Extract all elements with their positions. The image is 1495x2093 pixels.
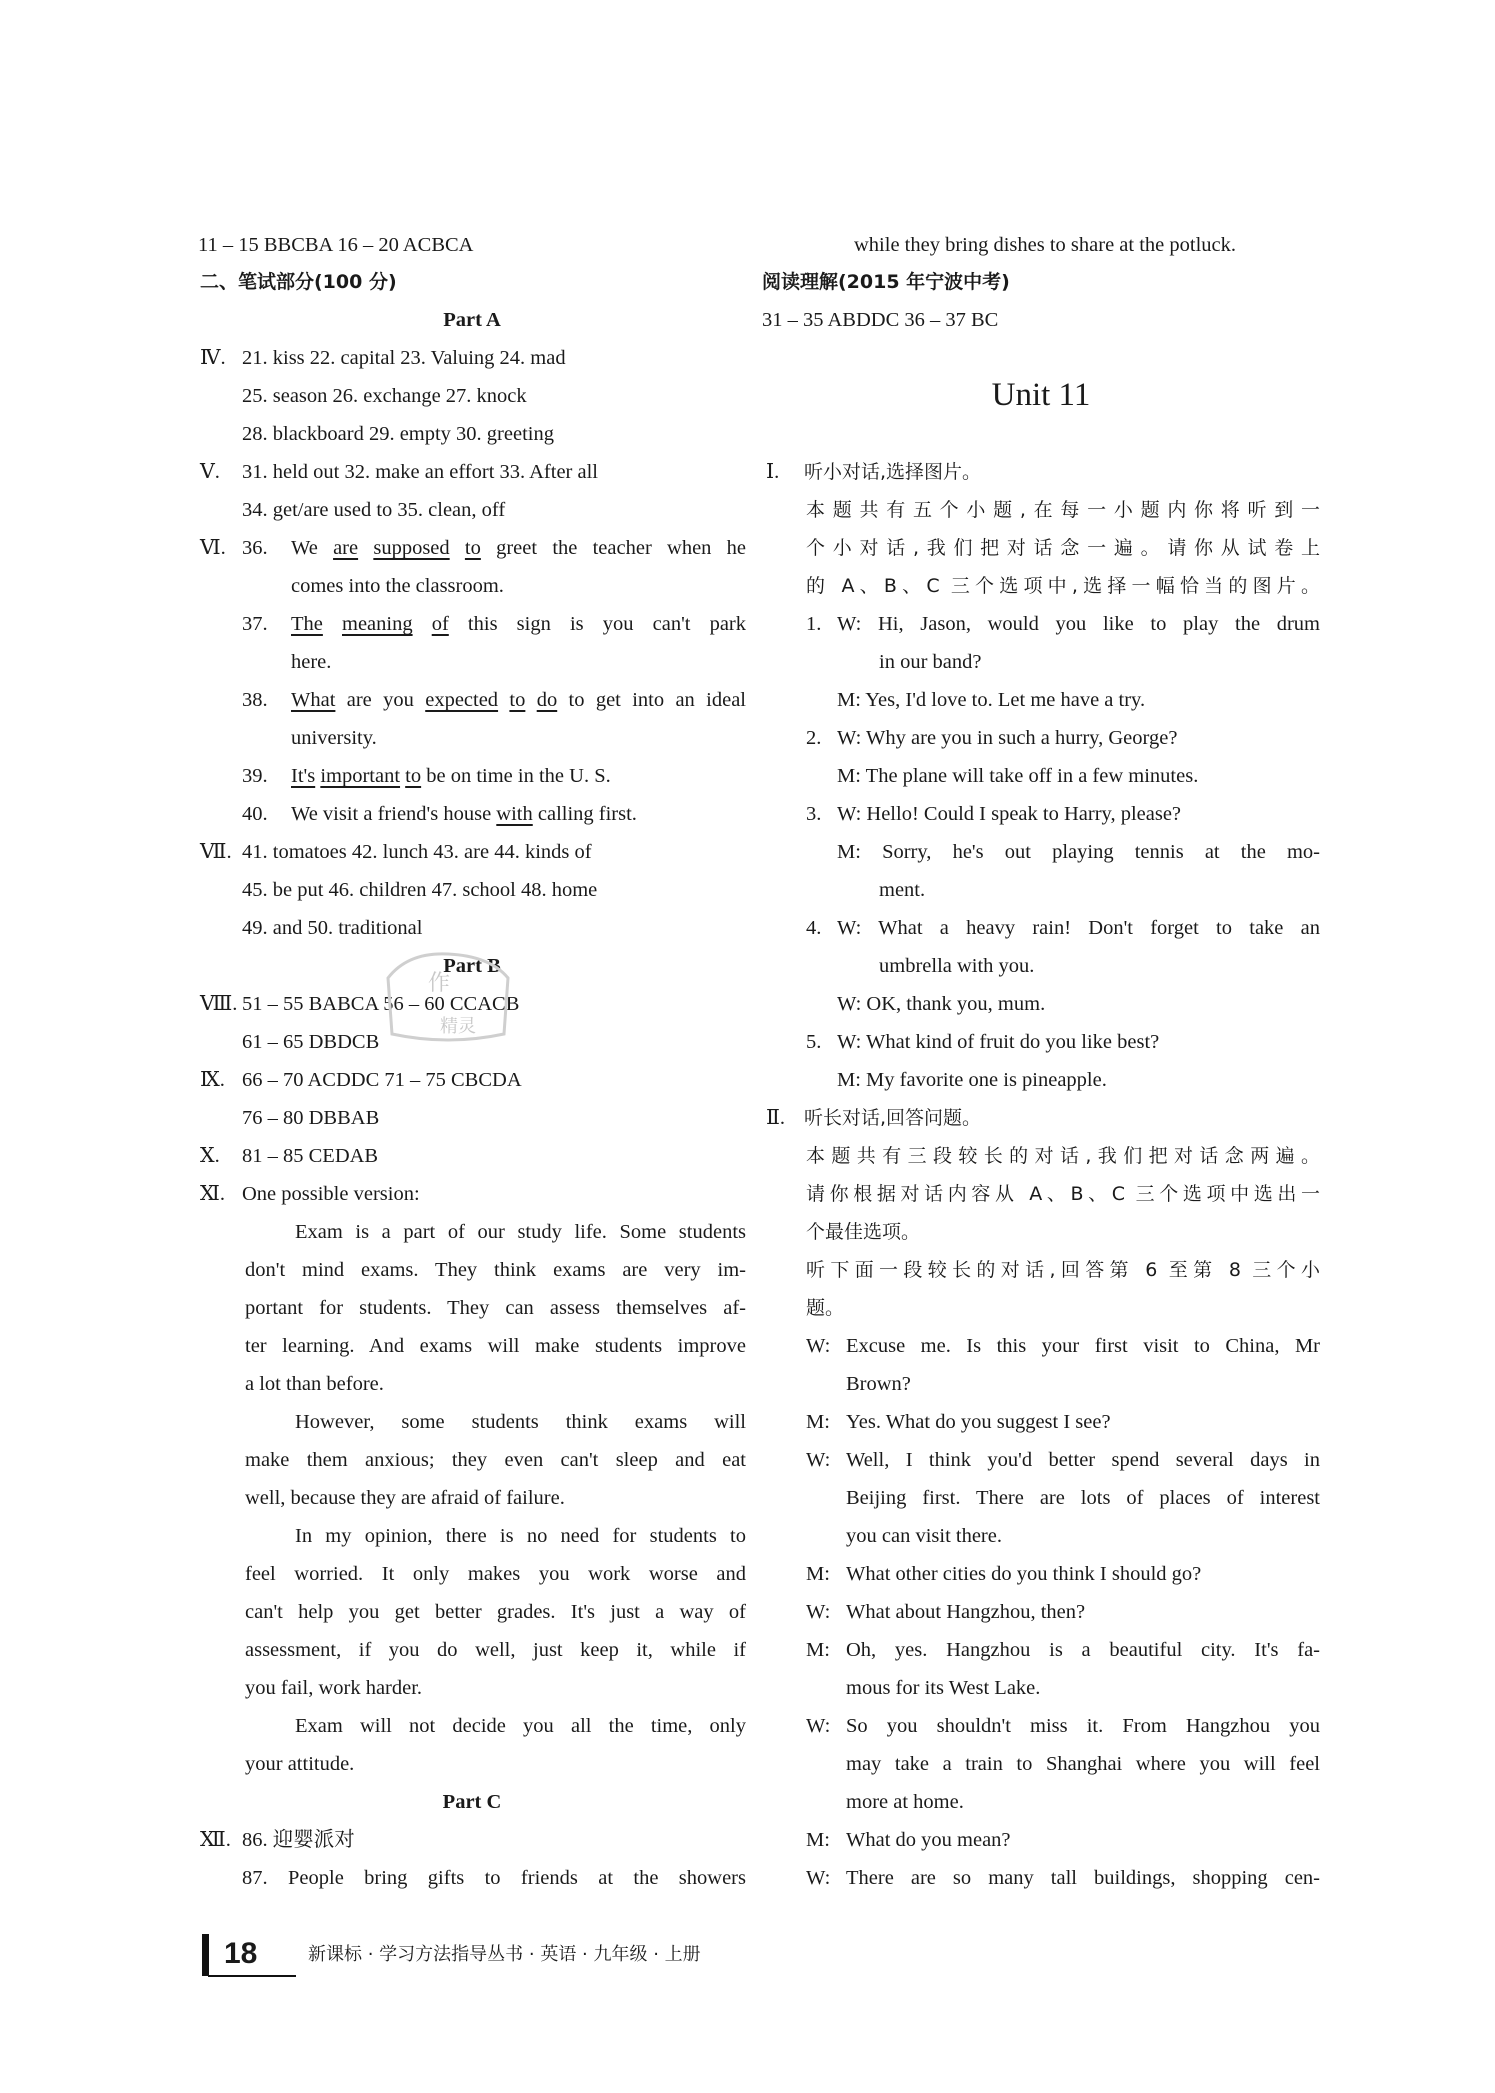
speaker: W: [806, 1601, 831, 1623]
dialog-line: ment. [879, 879, 926, 901]
dialog-line: So you shouldn't miss it. From Hangzhou you [846, 1715, 1320, 1737]
dialog-line: There are so many tall buildings, shopping cen- [846, 1867, 1320, 1889]
dialog-line: may take a train to Shanghai where you will feel [846, 1753, 1320, 1775]
sentence-39-num: 39. [242, 765, 268, 787]
speaker: M: [806, 1563, 830, 1585]
sentence-38-num: 38. [242, 689, 268, 711]
dialog-line: M: My favorite one is pineapple. [837, 1069, 1107, 1091]
section-num-vii: Ⅶ. [200, 841, 232, 863]
dialog-line: in our band? [879, 651, 982, 673]
dialog-num: 5. [806, 1031, 822, 1053]
sentence-37-cont: here. [291, 651, 332, 673]
essay-line: you fail, work harder. [245, 1677, 423, 1699]
answers-25-27: 25. season 26. exchange 27. knock [242, 385, 527, 407]
answers-28-30: 28. blackboard 29. empty 30. greeting [242, 423, 554, 445]
answer-86: 86. 迎婴派对 [242, 1829, 355, 1851]
answers-61-65: 61 – 65 DBDCB [242, 1031, 380, 1053]
dialog-line: M: Sorry, he's out playing tennis at the mo- [837, 841, 1320, 863]
part-b-heading: Part B [443, 955, 501, 977]
section-num-i: Ⅰ. [766, 461, 780, 483]
essay-line: make them anxious; they even can't sleep and eat [245, 1449, 746, 1471]
essay-line: well, because they are afraid of failure. [245, 1487, 565, 1509]
section-ii-instr: 个最佳选项。 [806, 1221, 921, 1243]
footer-rule [208, 1975, 296, 1977]
answers-34-35: 34. get/are used to 35. clean, off [242, 499, 506, 521]
dialog-line: Oh, yes. Hangzhou is a beautiful city. It's fa- [846, 1639, 1320, 1661]
sentence-36-cont: comes into the classroom. [291, 575, 504, 597]
answers-51-60: 51 – 55 BABCA 56 – 60 CCACB [242, 993, 520, 1015]
answers-49-50: 49. and 50. traditional [242, 917, 423, 939]
speaker: W: [806, 1335, 831, 1357]
section-num-ii: Ⅱ. [766, 1107, 786, 1129]
speaker: W: [806, 1715, 831, 1737]
speaker: M: [806, 1829, 830, 1851]
sentence-37: The meaning of this sign is you can't park [291, 613, 747, 635]
page-footer [198, 1930, 798, 1980]
section-num-ix: Ⅸ. [200, 1069, 225, 1091]
dialog-num: 2. [806, 727, 822, 749]
speaker: M: [806, 1639, 830, 1661]
dialog-line: What other cities do you think I should go? [846, 1563, 1202, 1585]
dialog-num: 4. [806, 917, 822, 939]
dialog-line: mous for its West Lake. [846, 1677, 1041, 1699]
sentence-40: We visit a friend's house with calling first. [291, 803, 637, 825]
section-num-viii: Ⅷ. [200, 993, 238, 1015]
watermark-bottom-text: 精灵 [440, 1016, 476, 1037]
section-num-x: Ⅹ. [200, 1145, 220, 1167]
dialog-line: W: What kind of fruit do you like best? [837, 1031, 1160, 1053]
essay-line: portant for students. They can assess themselves af- [245, 1297, 746, 1319]
unit-heading: Unit 11 [991, 377, 1091, 413]
dialog-line: W: Why are you in such a hurry, George? [837, 727, 1178, 749]
section-num-xi: Ⅺ. [200, 1183, 225, 1205]
answers-21-24: 21. kiss 22. capital 23. Valuing 24. mad [242, 347, 566, 369]
section-ii-title: 听长对话,回答问题。 [804, 1107, 982, 1129]
dialog-line: What about Hangzhou, then? [846, 1601, 1086, 1623]
section-num-v: Ⅴ. [200, 461, 220, 483]
dialog-line: W: Hello! Could I speak to Harry, please? [837, 803, 1182, 825]
section-i-instr: 的 A、B、C 三个选项中,选择一幅恰当的图片。 [806, 575, 1320, 597]
sentence-36: We are supposed to greet the teacher when he [291, 537, 747, 559]
dialog-line: Well, I think you'd better spend several days in [846, 1449, 1320, 1471]
essay-line: your attitude. [245, 1753, 355, 1775]
essay-line: can't help you get better grades. It's just a way of [245, 1601, 746, 1623]
answers-31-33: 31. held out 32. make an effort 33. After all [242, 461, 598, 483]
listening-answers-11-20: 11 – 15 BBCBA 16 – 20 ACBCA [198, 234, 474, 256]
essay-line: a lot than before. [245, 1373, 384, 1395]
essay-line: assessment, if you do well, just keep it, while if [245, 1639, 746, 1661]
dialog-line: umbrella with you. [879, 955, 1035, 977]
answers-41-44: 41. tomatoes 42. lunch 43. are 44. kinds of [242, 841, 592, 863]
section-i-instr: 本题共有五个小题,在每一小题内你将听到一 [806, 499, 1320, 521]
section-num-xii: Ⅻ. [200, 1829, 231, 1851]
section-i-title: 听小对话,选择图片。 [804, 461, 982, 483]
section-ii-instr: 请你根据对话内容从 A、B、C 三个选项中选出一 [806, 1183, 1320, 1205]
dialog-line: you can visit there. [846, 1525, 1002, 1547]
essay-line: ter learning. And exams will make students improve [245, 1335, 746, 1357]
dialog-line: M: The plane will take off in a few minutes. [837, 765, 1199, 787]
dialog-line: W: OK, thank you, mum. [837, 993, 1046, 1015]
footer-book-title: 新课标 · 学习方法指导丛书 · 英语 · 九年级 · 上册 [308, 1944, 701, 1965]
speaker: W: [806, 1449, 831, 1471]
dialog-line: Yes. What do you suggest I see? [846, 1411, 1111, 1433]
part-c-heading: Part C [442, 1791, 502, 1813]
dialog-line: W: Hi, Jason, would you like to play the drum [837, 613, 1320, 635]
watermark-seal [378, 948, 516, 1048]
answers-45-48: 45. be put 46. children 47. school 48. home [242, 879, 598, 901]
dialog-line: W: What a heavy rain! Don't forget to take an [837, 917, 1320, 939]
answers-76-80: 76 – 80 DBBAB [242, 1107, 380, 1129]
essay-line: However, some students think exams will [295, 1411, 746, 1433]
page-number: 18 [224, 1937, 258, 1970]
dialog-line: Excuse me. Is this your first visit to China, Mr [846, 1335, 1320, 1357]
sentence-38: What are you expected to do to get into an ideal [291, 689, 746, 711]
watermark-shape [378, 948, 516, 1048]
reading-title: 阅读理解(2015 年宁波中考) [762, 271, 1010, 293]
section-ii-instr: 题。 [806, 1297, 845, 1319]
essay-line: Exam will not decide you all the time, only [295, 1715, 746, 1737]
sentence-38-cont: university. [291, 727, 377, 749]
sentence-39: It's important to be on time in the U. S. [291, 765, 611, 787]
section-ii-instr: 听下面一段较长的对话,回答第 6 至第 8 三个小 [806, 1259, 1320, 1281]
essay-line: don't mind exams. They think exams are very im- [245, 1259, 746, 1281]
speaker: W: [806, 1867, 831, 1889]
essay-line: feel worried. It only makes you work worse and [245, 1563, 746, 1585]
dialog-line: Brown? [846, 1373, 911, 1395]
dialog-line: Beijing first. There are lots of places of interest [846, 1487, 1320, 1509]
dialog-line: M: Yes, I'd love to. Let me have a try. [837, 689, 1146, 711]
dialog-num: 1. [806, 613, 822, 635]
section-num-vi: Ⅵ. [200, 537, 226, 559]
dialog-line: more at home. [846, 1791, 964, 1813]
reading-answers: 31 – 35 ABDDC 36 – 37 BC [762, 309, 999, 331]
sentence-36-num: 36. [242, 537, 268, 559]
essay-intro: One possible version: [242, 1183, 420, 1205]
answer-87-cont: while they bring dishes to share at the potluck. [854, 234, 1237, 256]
section-num-iv: Ⅳ. [200, 347, 226, 369]
section-i-instr: 个小对话,我们把对话念一遍。请你从试卷上 [806, 537, 1320, 559]
essay-line: Exam is a part of our study life. Some students [295, 1221, 746, 1243]
footer-bar [202, 1934, 209, 1976]
section-written: 二、笔试部分(100 分) [200, 271, 397, 293]
essay-line: In my opinion, there is no need for students to [295, 1525, 746, 1547]
dialog-line: What do you mean? [846, 1829, 1011, 1851]
section-ii-instr: 本题共有三段较长的对话,我们把对话念两遍。 [806, 1145, 1320, 1167]
speaker: M: [806, 1411, 830, 1433]
answers-81-85: 81 – 85 CEDAB [242, 1145, 379, 1167]
watermark-top-text: 作 [428, 971, 451, 996]
answer-87: 87. People bring gifts to friends at the showers [242, 1867, 746, 1889]
sentence-37-num: 37. [242, 613, 268, 635]
part-a-heading: Part A [443, 309, 501, 331]
answers-66-75: 66 – 70 ACDDC 71 – 75 CBCDA [242, 1069, 522, 1091]
sentence-40-num: 40. [242, 803, 268, 825]
dialog-num: 3. [806, 803, 822, 825]
